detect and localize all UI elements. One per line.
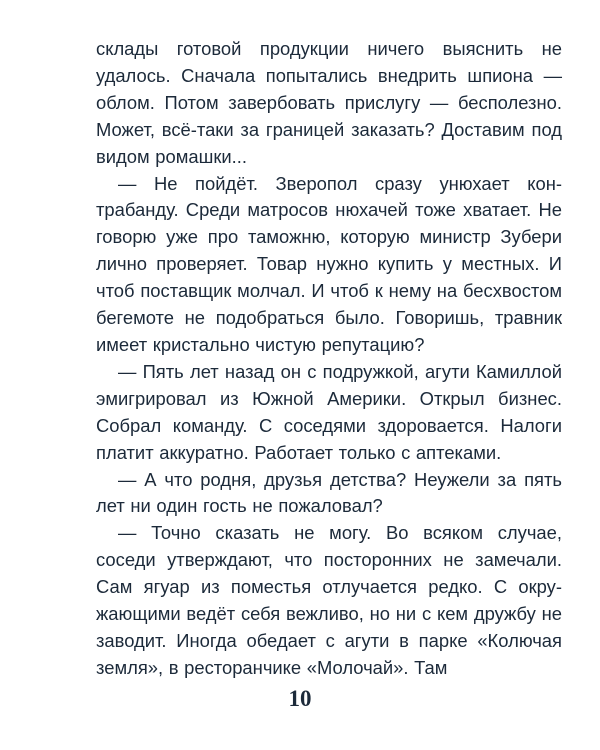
paragraph-4: — А что родня, друзья детства? Неужели за пять лет ни один гость не пожаловал? [96, 468, 562, 517]
paragraph-3: — Пять лет назад он с подружкой, агути Камиллой эмигрировал из Южной Америки. Открыл бизнес. Собрал команду. С соседями здоровается. Налоги платит аккуратно. Работает только с аптеками. [96, 360, 562, 463]
body-text [96, 36, 562, 682]
paragraph-2: — Не пойдёт. Зверопол сразу унюхает контрабанду. Среди матросов нюхачей тоже хватает. Не говорю уже про таможню, которую министр Зубери лично проверяет. Товар нужно купить у местных. И чтоб поставщик молчал. И чтоб к нему на бесхвостом бегемоте не подобраться было. Говоришь, травник имеет кристально чистую репутацию? [96, 172, 562, 355]
paragraph-5: — Точно сказать не могу. Во всяком случае, соседи утверждают, что посторонних не замечали. Сам ягуар из поместья отлучается редко. С окружающими ведёт себя вежливо, но ни с кем дружбу не заводит. Иногда обедает с агути в парке «Колючая земля», в ресторанчике «Молочай». Там [96, 522, 562, 678]
page-number: 10 [288, 686, 312, 711]
paragraph-1: склады готовой продукции ничего выяснить не удалось. Сначала попытались внедрить шпиона — облом. Потом завербовать прислугу — бесполезно. Может, всё-таки за границей заказать? Доставим под видом ромашки... [96, 38, 562, 167]
